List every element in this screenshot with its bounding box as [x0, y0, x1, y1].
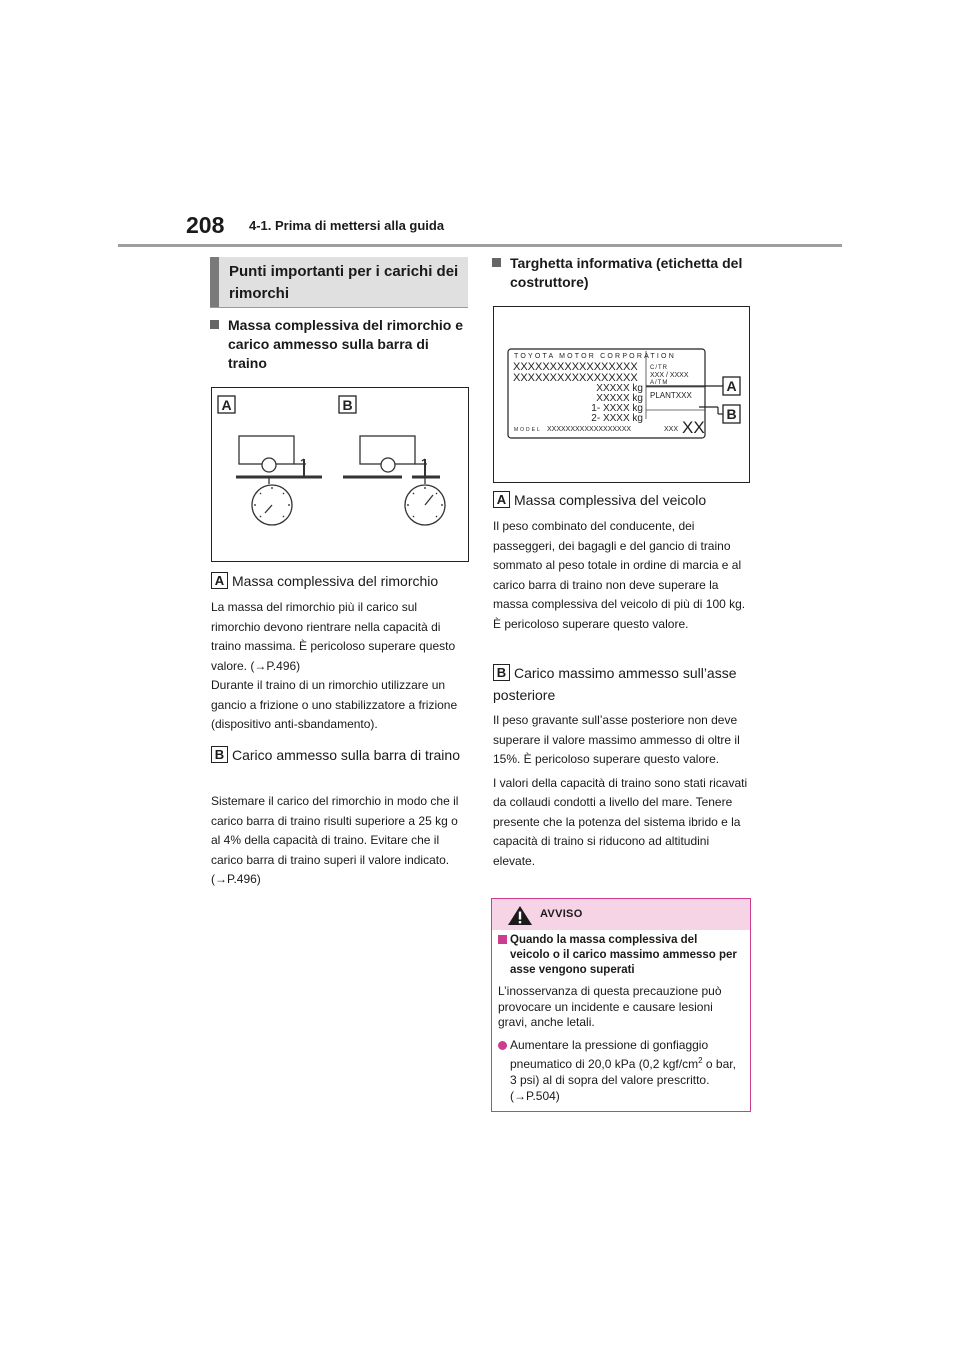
subhead-info-plate — [492, 254, 750, 292]
figure-label-a: A — [221, 397, 232, 413]
plate-row-1: XXXXXXXXXXXXXXXXX — [513, 361, 638, 373]
plate-xxx: XXX / XXXX — [650, 372, 689, 379]
badge-b: B — [211, 746, 228, 763]
item-b-title: Carico massimo ammesso sull’asse posteriore — [493, 665, 737, 703]
item-a-trailer-mass-heading — [211, 570, 469, 592]
warning-bullet-text: Aumentare la pressione di gonfiaggio pneumatico di 20,0 kPa (0,2 kgf/cm — [510, 1037, 709, 1071]
warning-header — [492, 899, 750, 930]
item-a-text-2: Durante il traino di un rimorchio utilizzare un gancio a frizione o uno stabilizzatore a frizione (dispositivo anti-sbandamento). — [211, 678, 458, 731]
warning-heading-text: Quando la massa complessiva del veicolo o il carico massimo ammesso per asse vengono superati — [510, 934, 737, 976]
item-a-title: Massa complessiva del veicolo — [514, 492, 707, 508]
item-b-tongue-load-heading — [211, 744, 469, 766]
plate-row-3: XXXXX kg — [596, 383, 643, 394]
item-b-axle-load-heading — [493, 662, 751, 706]
item-b-axle-description — [493, 711, 749, 871]
section-heading-bar — [210, 257, 219, 307]
warning-bullet-superscript: 2 — [698, 1055, 703, 1065]
warning-text: L’inosservanza di questa precauzione può provocare un incidente e causare lesioni gravi, anche letali. — [498, 984, 722, 1029]
plate-ctr: C/TR — [650, 365, 668, 371]
trailer-scale-figure — [211, 387, 469, 562]
trailer-scale-illustration — [212, 388, 468, 561]
subhead-text: Massa complessiva del rimorchio e carico ammesso sulla barra di traino — [228, 317, 463, 371]
plate-model-label: MODEL — [514, 427, 542, 433]
item-a-title: Massa complessiva del rimorchio — [232, 573, 439, 589]
item-b-axle-text: Il peso gravante sull’asse posteriore non deve superare il valore massimo ammesso di oltre il 15%. È pericoloso superare questo valore. — [493, 713, 740, 766]
plate-xxx-2: XXX — [664, 426, 679, 433]
warning-bullet-text-end: o bar, 3 psi) al di sopra del valore prescritto. (→P.504) — [510, 1056, 736, 1103]
item-a-text: La massa del rimorchio più il carico sul rimorchio devono rientrare nella capacità di traino massima. È pericoloso superare questo valore. (→P.496) — [211, 600, 456, 673]
plate-plant: PLANTXXX — [650, 391, 692, 400]
item-b-description — [211, 792, 467, 890]
page-number: 208 — [186, 212, 225, 238]
square-bullet-icon — [210, 320, 219, 329]
section-heading-underline — [210, 307, 468, 308]
plate-row-2: XXXXXXXXXXXXXXXXX — [513, 372, 638, 384]
item-a-description — [211, 598, 467, 735]
section-title: 4-1. Prima di mettersi alla guida — [249, 218, 445, 233]
warning-bullet — [492, 1031, 750, 1104]
item-b-title: Carico ammesso sulla barra di traino — [232, 747, 460, 763]
square-bullet-icon — [498, 935, 507, 944]
figure-label-b: B — [342, 397, 353, 413]
plate-atm: A/TM — [650, 380, 669, 386]
warning-body — [492, 931, 750, 1104]
badge-b: B — [493, 664, 510, 681]
warning-triangle-icon — [508, 906, 532, 925]
item-b-axle-text-2: I valori della capacità di traino sono stati ricavati da collaudi condotti a livello del mare. Tenere presente che la potenza del sistema ibrido e la capacità di traino si riducono ad altitudini elevate. — [493, 775, 748, 868]
header-divider — [118, 244, 842, 247]
warning-heading — [492, 931, 750, 978]
subhead-trailer-mass — [210, 316, 468, 373]
section-heading-box — [210, 257, 468, 307]
warning-title: AVVISO — [540, 908, 583, 920]
info-plate-illustration — [494, 307, 749, 482]
warning-box — [491, 898, 751, 1112]
plate-label-a: A — [726, 378, 737, 394]
item-a-vehicle-mass-heading — [493, 489, 751, 511]
info-plate-figure — [493, 306, 750, 483]
trailer-on-scale-a — [236, 436, 322, 525]
badge-a: A — [211, 572, 228, 589]
round-bullet-icon — [498, 1041, 507, 1050]
plate-model-value: XXXXXXXXXXXXXXXXXX — [547, 426, 632, 433]
plate-row-5: 1- XXXX kg — [591, 403, 643, 414]
item-b-text: Sistemare il carico del rimorchio in modo che il carico barra di traino risulti superiore a 25 kg o al 4% della capacità di traino. Evitare che il carico barra di traino superi il valore indicato. (→P.496) — [211, 794, 459, 886]
section-heading-title: Punti importanti per i carichi dei rimorchi — [229, 263, 459, 302]
plate-row-6: 2- XXXX kg — [591, 413, 643, 424]
badge-a: A — [493, 491, 510, 508]
plate-corp-text: TOYOTA MOTOR CORPORATION — [514, 353, 676, 360]
plate-row-4: XXXXX kg — [596, 393, 643, 404]
subhead-text: Targhetta informativa (etichetta del costruttore) — [510, 255, 743, 290]
plate-label-b: B — [726, 406, 737, 422]
square-bullet-icon — [492, 258, 501, 267]
plate-xx: XX — [682, 418, 705, 437]
item-a-vehicle-description — [493, 517, 749, 634]
item-a-vehicle-text: Il peso combinato del conducente, dei passeggeri, dei bagagli e del gancio di traino sommato al peso totale in ordine di marcia e al carico barra di traino non deve superare la massa complessiva del veicolo di più di 100 kg. È pericoloso superare questo valore. — [493, 519, 746, 631]
trailer-on-scale-b — [343, 436, 445, 525]
